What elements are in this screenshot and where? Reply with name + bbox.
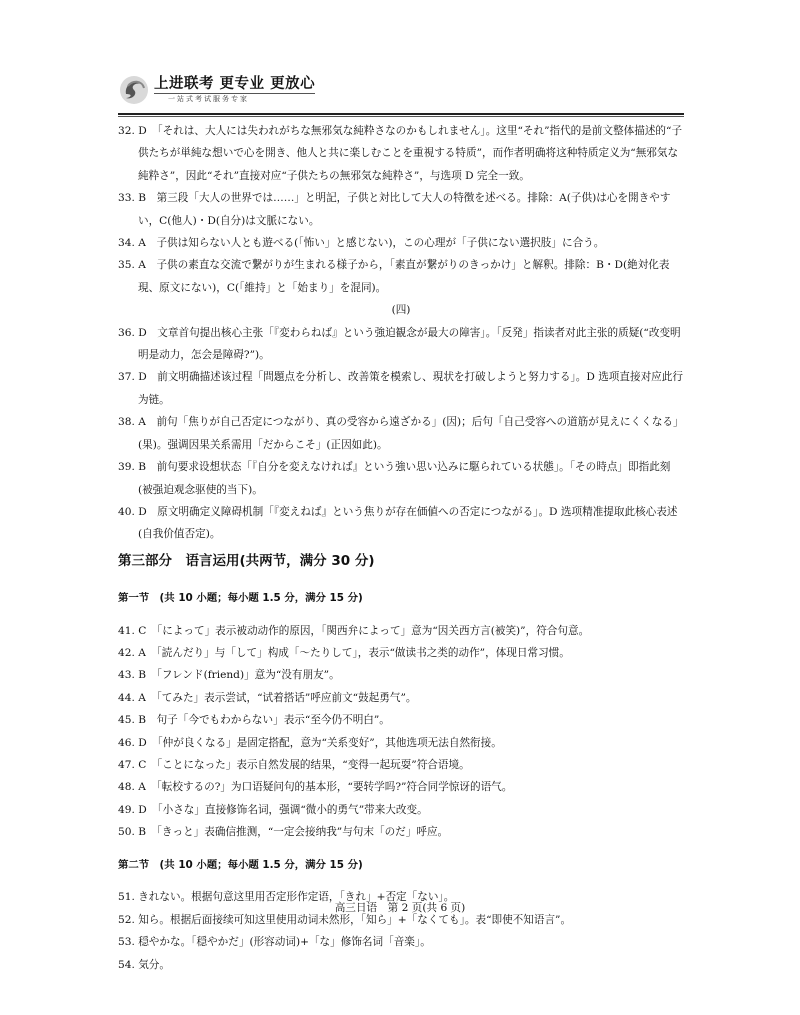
page-footer: 高三日语 第 2 页(共 6 页) [334, 902, 466, 914]
answer-item: 47. C 「ことになった」表示自然发展的结果，“变得一起玩耍”符合语境。 [118, 759, 470, 772]
answer-item: 46. D 「仲が良くなる」是固定搭配，意为“关系变好”，其他选项无法自然衔接。 [118, 736, 502, 749]
answer-item: 33. B 第三段「大人の世界では……」と明記，子供と対比して大人の特徴を述べる。排除：A(子供)は心を開きやすい，C(他人)・D(自分)は文脈にない。 [118, 192, 671, 227]
answer-item: 53. 穏やかな。「穏やかだ」(形容动词)+「な」修饰名词「音楽」。 [118, 936, 431, 949]
answer-item: 37. D 前文明确描述该过程「問題点を分析し、改善策を模索し、現状を打破しようと努力する」。D 选项直接对应此行为链。 [118, 371, 683, 406]
answer-item: 34. A 子供は知らない人とも遊べる(「怖い」と感じない)，この心理が「子供にない選択肢」に合う。 [118, 237, 605, 250]
answer-item: 44. A 「てみた」表示尝试，“试着搭话”呼应前文“鼓起勇气”。 [118, 691, 417, 704]
answer-item: 48. A 「転校するの?」为口语疑问句的基本形，“要转学吗?”符合同学惊讶的语气。 [118, 781, 513, 794]
answer-item: 32. D 「それは、大人には失われがちな無邪気な純粋さなのかもしれません」。这里“それ”指代的是前文整体描述的“子供たちが単純な想いで心を開き、他人と共に楽しむことを重視する特质”，而作者明确将这种特质定义为“無邪気な純粋さ”，因此“それ”直接对应“子供たちの無邪気な純粋さ”，与选项 D 完全一致。 [118, 125, 683, 182]
answer-item: 35. A 子供の素直な交流で繋がりが生まれる様子から，「素直が繋がりのきっかけ」と解釈。排除：B・D(絶対化表現、原文にない)，C(「維持」と「始まり」を混同)。 [118, 259, 670, 294]
answer-item: 51. きれない。根据句意这里用否定形作定语，「きれ」+否定「ない」。 [118, 891, 455, 904]
answer-item: 38. A 前句「焦りが自己否定につながり、真の受容から遠ざかる」(因)；后句「自己受容への道筋が見えにくくなる」(果)。强调因果关系需用「だからこそ」(正因如此)。 [118, 416, 684, 451]
answer-item: 39. B 前句要求设想状态「『自分を変えなければ』という強い思い込みに駆られている状態」。「その時点」即指此刻(被强迫观念驱使的当下)。 [118, 461, 671, 496]
header-slogan: 上进联考 更专业 更放心 [154, 76, 316, 92]
answer-item: 54. 気分。 [118, 958, 170, 971]
answer-item: 42. A 「読んだり」与「して」构成「～たりして」，表示“做读书之类的动作”，体现日常习惯。 [118, 647, 570, 660]
answer-item: 52. 知ら。根据后面接续可知这里使用动词未然形，「知ら」+「なくても」。表“即使不知语言”。 [118, 913, 572, 926]
logo-swirl-icon [118, 74, 150, 106]
section-title: 第一节 (共 10 小题；每小题 1.5 分，满分 15 分) [118, 592, 363, 605]
answer-item: 36. D 文章首句提出核心主张「『変わらねば』という強迫観念が最大の障害」。「反発」指读者对此主张的质疑(“改变明明是动力，怎会是障碍?”)。 [118, 326, 681, 362]
answer-item: 49. D 「小さな」直接修饰名词，强调“微小的勇气”带来大改变。 [118, 803, 428, 816]
header-divider-thin [118, 116, 684, 117]
section-title: 第二节 (共 10 小题；每小题 1.5 分，满分 15 分) [118, 859, 363, 872]
part-title: 第三部分 语言运用(共两节，满分 30 分) [118, 552, 375, 569]
answer-item: 41. C 「によって」表示被动动作的原因，「関西弁によって」意为“因关西方言(被笑)”，符合句意。 [118, 624, 590, 637]
answer-item: 40. D 原文明确定义障碍机制「『変えねば』という焦りが存在価値への否定につながる」。D 选项精准提取此核心表述(自我价值否定)。 [118, 505, 678, 541]
section-marker: (四) [391, 304, 411, 317]
header-divider [118, 113, 684, 115]
answer-item: 50. B 「きっと」表确信推测，“一定会接纳我”与句末「のだ」呼应。 [118, 826, 449, 839]
answer-item: 43. B 「フレンド(friend)」意为“没有朋友”。 [118, 669, 340, 682]
page-header [118, 74, 315, 106]
header-subslogan: 一站式考试服务专家 [154, 93, 315, 104]
answer-content [118, 120, 684, 976]
answer-item: 45. B 句子「今でもわからない」表示“至今仍不明白”。 [118, 714, 390, 727]
